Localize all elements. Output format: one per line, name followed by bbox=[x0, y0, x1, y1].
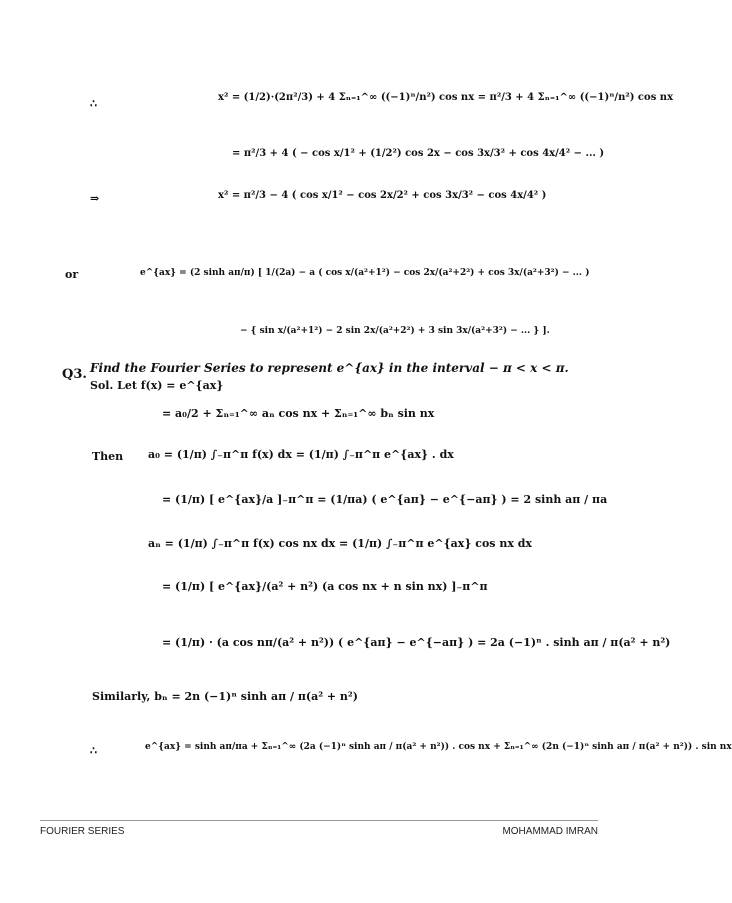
therefore-symbol: ∴ bbox=[90, 97, 97, 110]
footer-divider bbox=[40, 820, 598, 821]
then-label: Then bbox=[92, 450, 124, 463]
equation-line-6: = a₀/2 + Σₙ₌₁^∞ aₙ cos nx + Σₙ₌₁^∞ bₙ sin nx bbox=[162, 407, 435, 420]
equation-line-11: = (1/π) · (a cos nπ/(a² + n²)) ( e^{aπ} − e^{−aπ} ) = 2a (−1)ⁿ . sinh aπ / π(a² + n²) bbox=[162, 636, 671, 649]
equation-line-1: x² = (1/2)·(2π²/3) + 4 Σₙ₌₁^∞ ((−1)ⁿ/n²) cos nx = π²/3 + 4 Σₙ₌₁^∞ ((−1)ⁿ/n²) cos nx bbox=[218, 92, 674, 103]
therefore-symbol-2: ∴ bbox=[90, 744, 97, 757]
footer-left-text: FOURIER SERIES bbox=[40, 826, 125, 837]
equation-line-10: = (1/π) [ e^{ax}/(a² + n²) (a cos nx + n sin nx) ]₋π^π bbox=[162, 580, 488, 593]
equation-line-3: x² = π²/3 − 4 ( cos x/1² − cos 2x/2² + cos 3x/3² − cos 4x/4² ) bbox=[218, 190, 547, 201]
equation-line-7: a₀ = (1/π) ∫₋π^π f(x) dx = (1/π) ∫₋π^π e^{ax} . dx bbox=[148, 448, 454, 461]
equation-line-2: = π²/3 + 4 ( − cos x/1² + (1/2²) cos 2x − cos 3x/3² + cos 4x/4² − ... ) bbox=[232, 148, 605, 159]
footer-right-text: MOHAMMAD IMRAN bbox=[502, 826, 598, 837]
similarly-line: Similarly, bₙ = 2n (−1)ⁿ sinh aπ / π(a² + n²) bbox=[92, 690, 358, 703]
question-text: Find the Fourier Series to represent e^{ax} in the interval − π < x < π. bbox=[90, 361, 569, 375]
solution-intro: Sol. Let f(x) = e^{ax} bbox=[90, 379, 224, 392]
implies-symbol: ⇒ bbox=[90, 192, 100, 205]
equation-line-13: e^{ax} = sinh aπ/πa + Σₙ₌₁^∞ (2a (−1)ⁿ sinh aπ / π(a² + n²)) . cos nx + Σₙ₌₁^∞ (2n (−1)ⁿ sinh aπ / π(a² + n²)) . sin nx bbox=[145, 742, 732, 752]
equation-line-8: = (1/π) [ e^{ax}/a ]₋π^π = (1/πa) ( e^{aπ} − e^{−aπ} ) = 2 sinh aπ / πa bbox=[162, 493, 608, 506]
equation-line-5: − { sin x/(a²+1²) − 2 sin 2x/(a²+2²) + 3 sin 3x/(a²+3²) − ... } ]. bbox=[240, 326, 550, 336]
equation-line-9: aₙ = (1/π) ∫₋π^π f(x) cos nx dx = (1/π) ∫₋π^π e^{ax} cos nx dx bbox=[148, 537, 532, 550]
equation-line-4: e^{ax} = (2 sinh aπ/π) [ 1/(2a) − a ( cos x/(a²+1²) − cos 2x/(a²+2²) + cos 3x/(a²+3²) − ... ) bbox=[140, 268, 590, 278]
question-number: Q3. bbox=[62, 367, 87, 382]
or-label: or bbox=[65, 268, 79, 281]
